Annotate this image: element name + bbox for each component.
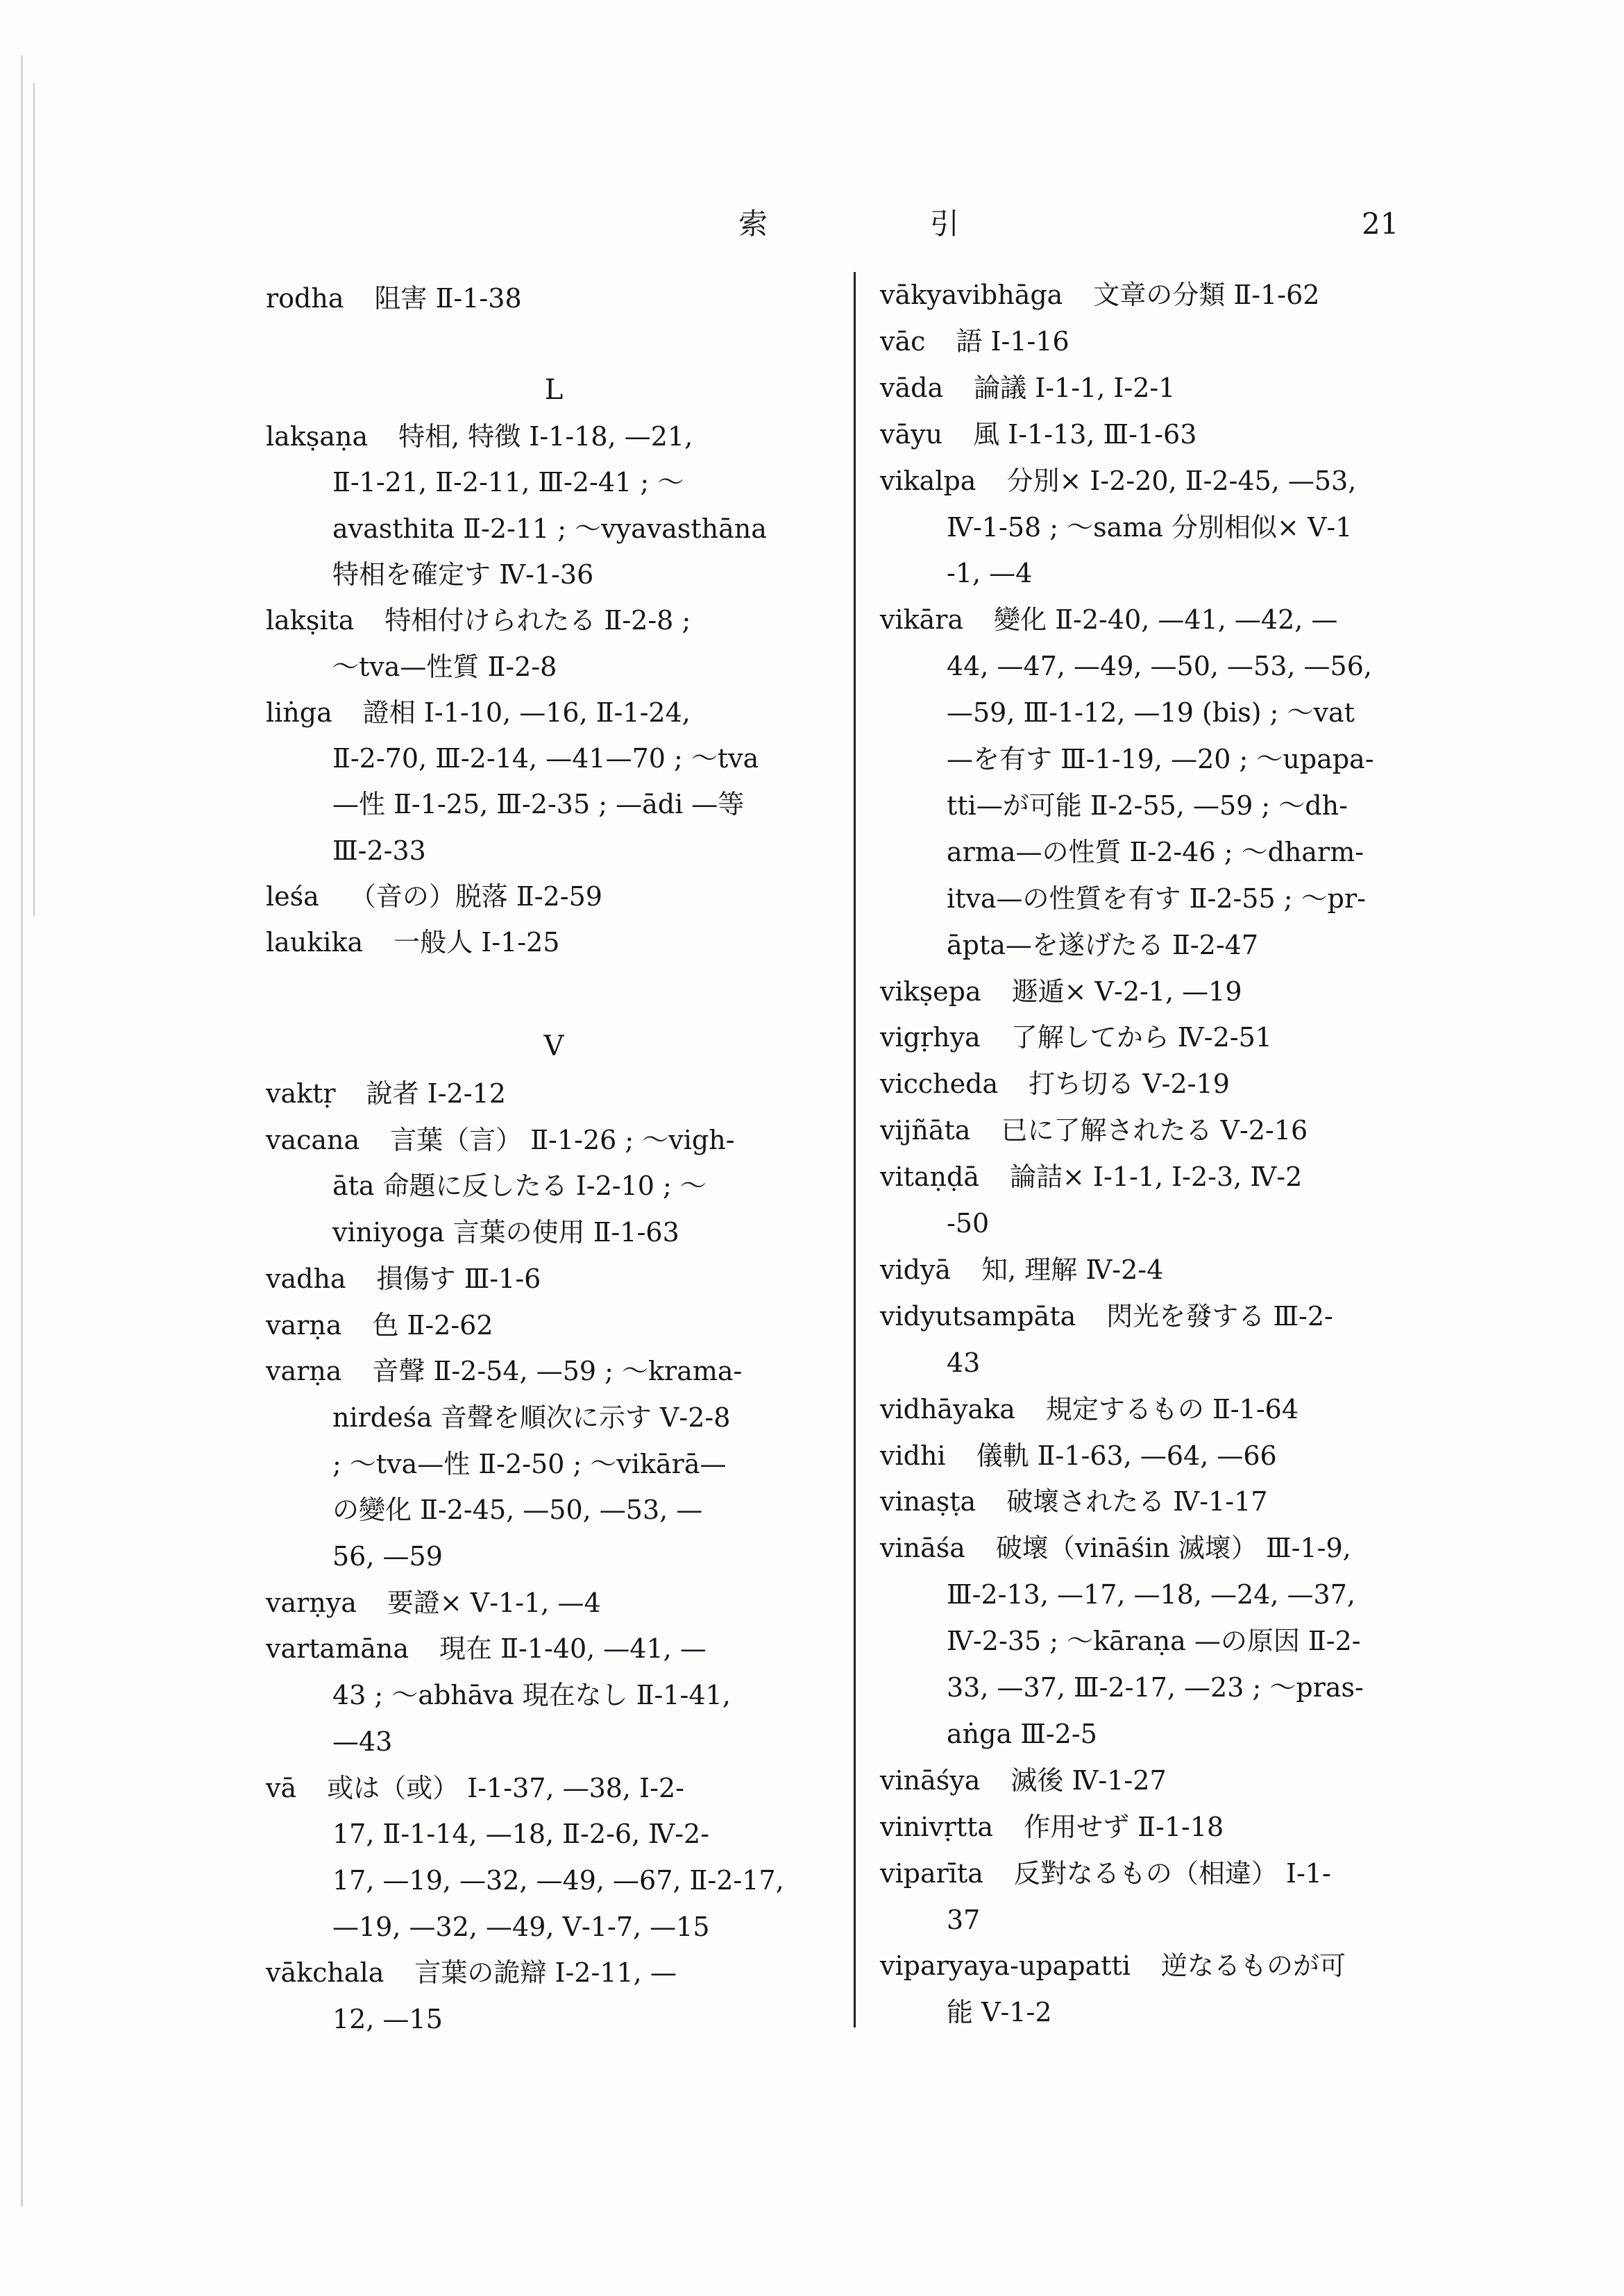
- entry-continuation-line: [947, 1903, 980, 1937]
- entry-gloss: 33, —37, Ⅲ-2-17, —23 ; ～pras-: [947, 1672, 1364, 1703]
- entry-term: varṇa: [266, 1356, 342, 1387]
- scan-edge-mark: [33, 83, 35, 916]
- entry-continuation-line: [332, 1817, 709, 1851]
- entry-gloss: Ⅲ-2-13, —17, —18, —24, —37,: [947, 1579, 1355, 1610]
- entry-continuation-line: [947, 835, 1364, 869]
- entry-term: viparyaya-upapatti: [880, 1950, 1131, 1982]
- entry-continuation-line: [947, 1345, 980, 1380]
- entry-gloss: Ⅳ-2-35 ; ～kāraṇa —の原因 Ⅱ-2-: [947, 1626, 1361, 1657]
- entry-gloss: 17, —19, —32, —49, —67, Ⅱ-2-17,: [332, 1864, 784, 1896]
- index-entry: [880, 1531, 1351, 1565]
- index-entry: [266, 1354, 742, 1388]
- entry-term: vartamāna: [266, 1633, 409, 1665]
- entry-term: vikṣepa: [880, 976, 981, 1007]
- entry-continuation-line: [332, 1215, 679, 1250]
- index-entry: [266, 281, 522, 316]
- entry-term: vadha: [266, 1263, 346, 1294]
- entry-gloss: āpta—を遂げたる Ⅱ-2-47: [947, 929, 1259, 960]
- entry-gloss: 特相を確定す Ⅳ-1-36: [332, 559, 594, 590]
- entry-gloss: 44, —47, —49, —50, —53, —56,: [947, 651, 1372, 682]
- entry-term: lakṣita: [266, 605, 355, 636]
- section-letter: L: [544, 374, 564, 406]
- entry-gloss: 作用せず Ⅱ-1-18: [1024, 1811, 1224, 1842]
- index-entry: [880, 1948, 1346, 1983]
- entry-gloss: 打ち切る Ⅴ-2-19: [1029, 1069, 1230, 1100]
- entry-gloss: ; ～tva—性 Ⅱ-2-50 ; ～vikārā—: [332, 1448, 727, 1479]
- entry-gloss: 反對なるもの（相違） Ⅰ-1-: [1013, 1857, 1331, 1889]
- index-entry: [880, 1763, 1167, 1798]
- entry-continuation-line: [947, 695, 1355, 730]
- entry-gloss: āta 命題に反したる Ⅰ-2-10 ; ～: [332, 1171, 707, 1202]
- entry-gloss: 色 Ⅱ-2-62: [372, 1309, 493, 1341]
- entry-gloss: 閃光を發する Ⅲ-2-: [1106, 1300, 1333, 1332]
- entry-gloss: —性 Ⅱ-1-25, Ⅲ-2-35 ; —ādi —等: [332, 789, 745, 820]
- entry-term: vāda: [880, 372, 944, 403]
- index-entry: [880, 324, 1069, 359]
- index-entry: [266, 1308, 493, 1343]
- index-entry: [880, 1856, 1331, 1891]
- entry-gloss: 規定するもの Ⅱ-1-64: [1045, 1393, 1299, 1425]
- index-entry: [266, 1771, 684, 1805]
- entry-gloss: 分別× Ⅰ-2-20, Ⅱ-2-45, —53,: [1006, 465, 1357, 496]
- scan-edge-mark: [21, 56, 23, 2206]
- index-entry: [880, 417, 1196, 452]
- entry-term: vijñāta: [880, 1115, 971, 1146]
- entry-gloss: 逆なるものが可: [1160, 1950, 1346, 1982]
- entry-gloss: arma—の性質 Ⅱ-2-46 ; ～dharm-: [947, 836, 1364, 867]
- entry-term: vāc: [880, 325, 926, 357]
- entry-gloss: Ⅱ-2-70, Ⅲ-2-14, —41—70 ; ～tva: [332, 743, 759, 774]
- index-entry: [266, 925, 559, 960]
- entry-term: vikalpa: [880, 465, 976, 496]
- index-entry: [880, 1113, 1308, 1148]
- entry-gloss: 了解してから Ⅳ-2-51: [1010, 1022, 1272, 1053]
- entry-gloss: 56, —59: [332, 1541, 443, 1572]
- entry-gloss: 言葉の詭辯 Ⅰ-2-11, —: [414, 1957, 677, 1989]
- entry-gloss: 儀軌 Ⅱ-1-63, —64, —66: [976, 1440, 1277, 1471]
- entry-gloss: 一般人 Ⅰ-1-25: [394, 927, 560, 958]
- entry-term: viparīta: [880, 1857, 983, 1889]
- entry-gloss: （音の）脱落 Ⅱ-2-59: [349, 881, 602, 912]
- entry-continuation-line: [332, 1400, 730, 1435]
- entry-continuation-line: [332, 787, 744, 822]
- entry-gloss: itva—の性質を有す Ⅱ-2-55 ; ～pr-: [947, 883, 1366, 914]
- entry-gloss: の變化 Ⅱ-2-45, —50, —53, —: [332, 1495, 703, 1526]
- entry-gloss: —19, —32, —49, Ⅴ-1-7, —15: [332, 1911, 710, 1942]
- entry-gloss: avasthita Ⅱ-2-11 ; ～vyavasthāna: [332, 513, 767, 544]
- entry-gloss: 阻害 Ⅱ-1-38: [374, 283, 522, 314]
- entry-continuation-line: [947, 881, 1366, 916]
- entry-gloss: 現在 Ⅱ-1-40, —41, —: [439, 1633, 707, 1665]
- index-entry: [880, 1252, 1163, 1287]
- entry-continuation-line: [947, 1624, 1361, 1658]
- entry-continuation-line: [332, 2002, 443, 2036]
- index-entry: [880, 974, 1242, 1009]
- entry-continuation-line: [947, 742, 1374, 776]
- entry-gloss: 言葉（言） Ⅱ-1-26 ; ～vigh-: [390, 1124, 735, 1155]
- entry-term: liṅga: [266, 697, 332, 728]
- entry-gloss: 破壞されたる Ⅳ-1-17: [1006, 1486, 1268, 1517]
- entry-term: vaktṛ: [266, 1078, 336, 1109]
- entry-gloss: nirdeśa 音聲を順次に示す Ⅴ-2-8: [332, 1402, 731, 1433]
- entry-gloss: 論詰× Ⅰ-1-1, Ⅰ-2-3, Ⅳ-2: [1010, 1162, 1303, 1193]
- index-entry: [266, 603, 691, 638]
- entry-gloss: —43: [332, 1726, 393, 1757]
- entry-gloss: 語 Ⅰ-1-16: [956, 325, 1069, 357]
- entry-gloss: 特相, 特徴 Ⅰ-1-18, —21,: [398, 421, 693, 452]
- entry-continuation-line: [947, 649, 1372, 683]
- entry-gloss: 證相 Ⅰ-1-10, —16, Ⅱ-1-24,: [362, 697, 691, 728]
- entry-gloss: 17, Ⅱ-1-14, —18, Ⅱ-2-6, Ⅳ-2-: [332, 1819, 710, 1850]
- entry-gloss: 變化 Ⅱ-2-40, —41, —42, —: [994, 604, 1338, 636]
- index-entry: [266, 1955, 677, 1990]
- running-header-right: 引: [930, 207, 960, 241]
- entry-continuation-line: [332, 557, 593, 592]
- entry-term: vacana: [266, 1124, 360, 1155]
- entry-term: vināśya: [880, 1764, 981, 1796]
- entry-continuation-line: [332, 1910, 710, 1944]
- entry-continuation-line: [332, 649, 557, 684]
- entry-continuation-line: [947, 510, 1352, 545]
- entry-term: vinaṣṭa: [880, 1486, 976, 1517]
- index-entry: [880, 464, 1356, 498]
- section-letter: V: [543, 1030, 564, 1062]
- index-entry: [266, 879, 602, 914]
- entry-term: vidyā: [880, 1254, 951, 1285]
- entry-continuation-line: [332, 511, 767, 546]
- entry-gloss: 37: [947, 1904, 981, 1935]
- entry-term: vitaṇḍā: [880, 1162, 980, 1193]
- index-entry: [880, 278, 1319, 312]
- index-entry: [880, 1438, 1277, 1473]
- entry-gloss: 論議 Ⅰ-1-1, Ⅰ-2-1: [974, 372, 1176, 403]
- index-entry: [880, 1020, 1272, 1055]
- entry-continuation-line: [947, 1995, 1052, 2030]
- entry-term: vikāra: [880, 604, 964, 636]
- entry-gloss: Ⅲ-2-33: [332, 835, 426, 866]
- entry-gloss: 43 ; ～abhāva 現在なし Ⅱ-1-41,: [332, 1680, 731, 1711]
- index-entry: [266, 419, 693, 454]
- index-entry: [266, 1076, 506, 1111]
- running-header-left: 索: [738, 207, 768, 241]
- index-entry: [266, 695, 691, 730]
- entry-gloss: 文章の分類 Ⅱ-1-62: [1093, 280, 1320, 310]
- entry-continuation-line: [332, 741, 759, 776]
- entry-gloss: Ⅱ-1-21, Ⅱ-2-11, Ⅲ-2-41 ; ～: [332, 467, 684, 498]
- entry-gloss: aṅga Ⅲ-2-5: [947, 1718, 1097, 1749]
- index-entry: [880, 1299, 1333, 1334]
- entry-gloss: 要證× Ⅴ-1-1, —4: [387, 1587, 601, 1618]
- entry-term: vigṛhya: [880, 1022, 981, 1053]
- entry-term: vāyu: [880, 418, 943, 450]
- entry-continuation-line: [332, 1539, 443, 1574]
- entry-gloss: 能 Ⅴ-1-2: [947, 1997, 1052, 2028]
- index-entry: [880, 1066, 1230, 1101]
- entry-gloss: 或は（或） Ⅰ-1-37, —38, Ⅰ-2-: [327, 1772, 684, 1803]
- entry-continuation-line: [332, 1863, 784, 1898]
- entry-gloss: -1, —4: [947, 558, 1033, 589]
- entry-term: vidyutsampāta: [880, 1300, 1076, 1332]
- entry-continuation-line: [947, 556, 1032, 590]
- entry-gloss: 破壞（vināśin 滅壞） Ⅲ-1-9,: [995, 1533, 1351, 1564]
- index-entry: [880, 1484, 1267, 1519]
- entry-gloss: 風 Ⅰ-1-13, Ⅲ-1-63: [973, 418, 1197, 450]
- entry-continuation-line: [332, 1724, 392, 1759]
- entry-continuation-line: [332, 1447, 726, 1481]
- entry-gloss: 特相付けられたる Ⅱ-2-8 ;: [384, 605, 691, 636]
- entry-continuation-line: [947, 1577, 1355, 1612]
- entry-term: vākchala: [266, 1957, 384, 1989]
- entry-term: lakṣaṇa: [266, 421, 369, 452]
- entry-term: vināśa: [880, 1533, 965, 1564]
- entry-term: vidhāyaka: [880, 1393, 1015, 1425]
- entry-gloss: Ⅳ-1-58 ; ～sama 分別相似× Ⅴ-1: [947, 511, 1353, 543]
- entry-gloss: -50: [947, 1208, 990, 1239]
- entry-gloss: 說者 Ⅰ-2-12: [366, 1078, 506, 1109]
- index-entry: [266, 1631, 707, 1666]
- entry-gloss: —を有す Ⅲ-1-19, —20 ; ～upapa-: [947, 744, 1374, 774]
- entry-term: rodha: [266, 283, 344, 314]
- index-entry: [880, 1810, 1224, 1844]
- entry-continuation-line: [332, 465, 684, 500]
- entry-term: leśa: [266, 881, 319, 912]
- index-entry: [266, 1123, 735, 1157]
- entry-continuation-line: [947, 1717, 1097, 1751]
- index-entry: [880, 602, 1337, 637]
- index-entry: [266, 1261, 541, 1296]
- entry-gloss: viniyoga 言葉の使用 Ⅱ-1-63: [332, 1217, 679, 1248]
- entry-continuation-line: [947, 928, 1258, 962]
- entry-term: vidhi: [880, 1440, 946, 1471]
- entry-term: vinivṛtta: [880, 1811, 994, 1842]
- entry-gloss: —59, Ⅲ-1-12, —19 (bis) ; ～vat: [947, 697, 1355, 729]
- entry-continuation-line: [947, 788, 1348, 823]
- entry-gloss: 滅後 Ⅳ-1-27: [1010, 1764, 1167, 1796]
- column-divider: [854, 272, 856, 2027]
- entry-term: varṇya: [266, 1587, 357, 1618]
- entry-term: vākyavibhāga: [880, 280, 1063, 310]
- index-entry: [880, 1392, 1299, 1427]
- entry-gloss: 12, —15: [332, 2004, 443, 2034]
- entry-term: varṇa: [266, 1309, 342, 1341]
- entry-continuation-line: [947, 1670, 1364, 1705]
- index-entry: [266, 1585, 601, 1620]
- index-entry: [880, 371, 1175, 405]
- entry-gloss: 知, 理解 Ⅳ-2-4: [981, 1254, 1164, 1285]
- entry-gloss: ～tva—性質 Ⅱ-2-8: [332, 651, 557, 682]
- entry-continuation-line: [332, 1678, 731, 1712]
- entry-gloss: 遯遁× Ⅴ-2-1, —19: [1011, 976, 1242, 1007]
- page-number: 21: [1362, 207, 1399, 241]
- entry-continuation-line: [332, 1168, 707, 1203]
- entry-gloss: 音聲 Ⅱ-2-54, —59 ; ～krama-: [372, 1356, 743, 1387]
- entry-continuation-line: [332, 833, 426, 868]
- index-entry: [880, 1159, 1302, 1194]
- entry-gloss: tti—が可能 Ⅱ-2-55, —59 ; ～dh-: [947, 790, 1348, 821]
- entry-gloss: 已に了解されたる Ⅴ-2-16: [1001, 1115, 1308, 1146]
- entry-term: vā: [266, 1772, 297, 1803]
- entry-gloss: 損傷す Ⅲ-1-6: [376, 1263, 541, 1294]
- entry-continuation-line: [332, 1493, 702, 1527]
- entry-term: laukika: [266, 927, 364, 958]
- entry-continuation-line: [947, 1206, 989, 1241]
- entry-term: viccheda: [880, 1069, 999, 1100]
- entry-gloss: 43: [947, 1347, 981, 1378]
